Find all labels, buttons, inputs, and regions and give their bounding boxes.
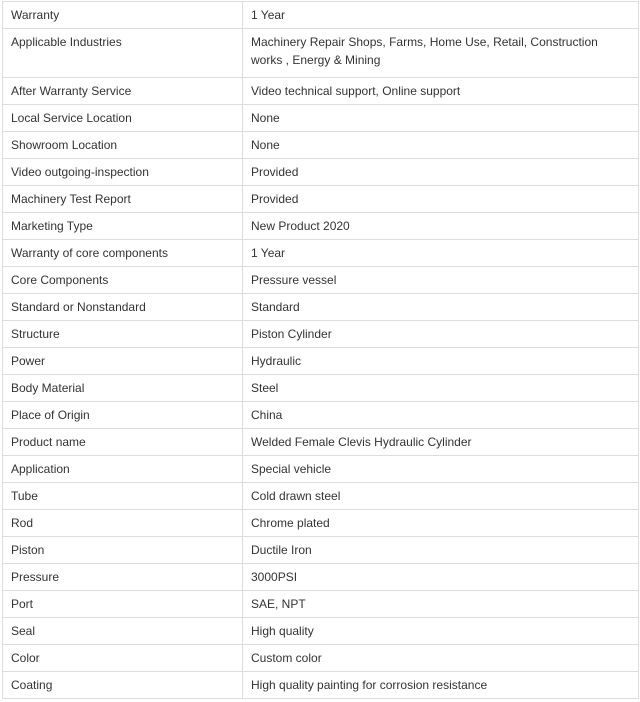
table-row — [3, 645, 639, 672]
spec-label: Machinery Test Report — [3, 186, 243, 213]
table-row — [3, 537, 639, 564]
spec-value: Video technical support, Online support — [243, 78, 639, 105]
spec-value: China — [243, 402, 639, 429]
spec-value: Pressure vessel — [243, 267, 639, 294]
spec-label: Body Material — [3, 375, 243, 402]
spec-label: Standard or Nonstandard — [3, 294, 243, 321]
spec-label: Video outgoing-inspection — [3, 159, 243, 186]
table-row — [3, 510, 639, 537]
table-row — [3, 429, 639, 456]
spec-value: Ductile Iron — [243, 537, 639, 564]
table-row — [3, 29, 639, 78]
table-row — [3, 375, 639, 402]
table-row — [3, 321, 639, 348]
spec-value: Piston Cylinder — [243, 321, 639, 348]
spec-label: Tube — [3, 483, 243, 510]
spec-label: Local Service Location — [3, 105, 243, 132]
table-row — [3, 213, 639, 240]
table-row — [3, 456, 639, 483]
spec-value: High quality — [243, 618, 639, 645]
spec-label: After Warranty Service — [3, 78, 243, 105]
spec-value: Provided — [243, 186, 639, 213]
spec-value: Hydraulic — [243, 348, 639, 375]
spec-value: Steel — [243, 375, 639, 402]
spec-value: Chrome plated — [243, 510, 639, 537]
spec-value: None — [243, 105, 639, 132]
table-row — [3, 105, 639, 132]
spec-label: Seal — [3, 618, 243, 645]
spec-label: Piston — [3, 537, 243, 564]
spec-label: Application — [3, 456, 243, 483]
table-row — [3, 672, 639, 699]
table-row — [3, 564, 639, 591]
spec-label: Warranty — [3, 2, 243, 29]
table-row — [3, 348, 639, 375]
spec-value: None — [243, 132, 639, 159]
spec-value: 1 Year — [243, 240, 639, 267]
table-row — [3, 294, 639, 321]
spec-label: Power — [3, 348, 243, 375]
spec-label: Marketing Type — [3, 213, 243, 240]
spec-value: Custom color — [243, 645, 639, 672]
spec-value: Cold drawn steel — [243, 483, 639, 510]
table-row — [3, 402, 639, 429]
table-row — [3, 2, 639, 29]
spec-label: Coating — [3, 672, 243, 699]
spec-value: High quality painting for corrosion resistance — [243, 672, 639, 699]
spec-value: Special vehicle — [243, 456, 639, 483]
table-row — [3, 186, 639, 213]
spec-label: Port — [3, 591, 243, 618]
specifications-body — [3, 2, 639, 699]
spec-label: Pressure — [3, 564, 243, 591]
table-row — [3, 132, 639, 159]
table-row — [3, 591, 639, 618]
spec-value: Provided — [243, 159, 639, 186]
table-row — [3, 240, 639, 267]
spec-label: Showroom Location — [3, 132, 243, 159]
spec-label: Warranty of core components — [3, 240, 243, 267]
spec-label: Rod — [3, 510, 243, 537]
spec-label: Applicable Industries — [3, 29, 243, 78]
table-row — [3, 78, 639, 105]
table-row — [3, 159, 639, 186]
spec-value: New Product 2020 — [243, 213, 639, 240]
spec-value: Standard — [243, 294, 639, 321]
spec-value: 3000PSI — [243, 564, 639, 591]
spec-label: Place of Origin — [3, 402, 243, 429]
product-specifications-table — [2, 1, 639, 699]
table-row — [3, 483, 639, 510]
spec-label: Product name — [3, 429, 243, 456]
table-row — [3, 267, 639, 294]
spec-label: Core Components — [3, 267, 243, 294]
spec-value: Machinery Repair Shops, Farms, Home Use, Retail, Construction works , Energy & Mining — [243, 29, 639, 78]
spec-value: Welded Female Clevis Hydraulic Cylinder — [243, 429, 639, 456]
spec-label: Color — [3, 645, 243, 672]
spec-value: SAE, NPT — [243, 591, 639, 618]
spec-label: Structure — [3, 321, 243, 348]
spec-value: 1 Year — [243, 2, 639, 29]
table-row — [3, 618, 639, 645]
